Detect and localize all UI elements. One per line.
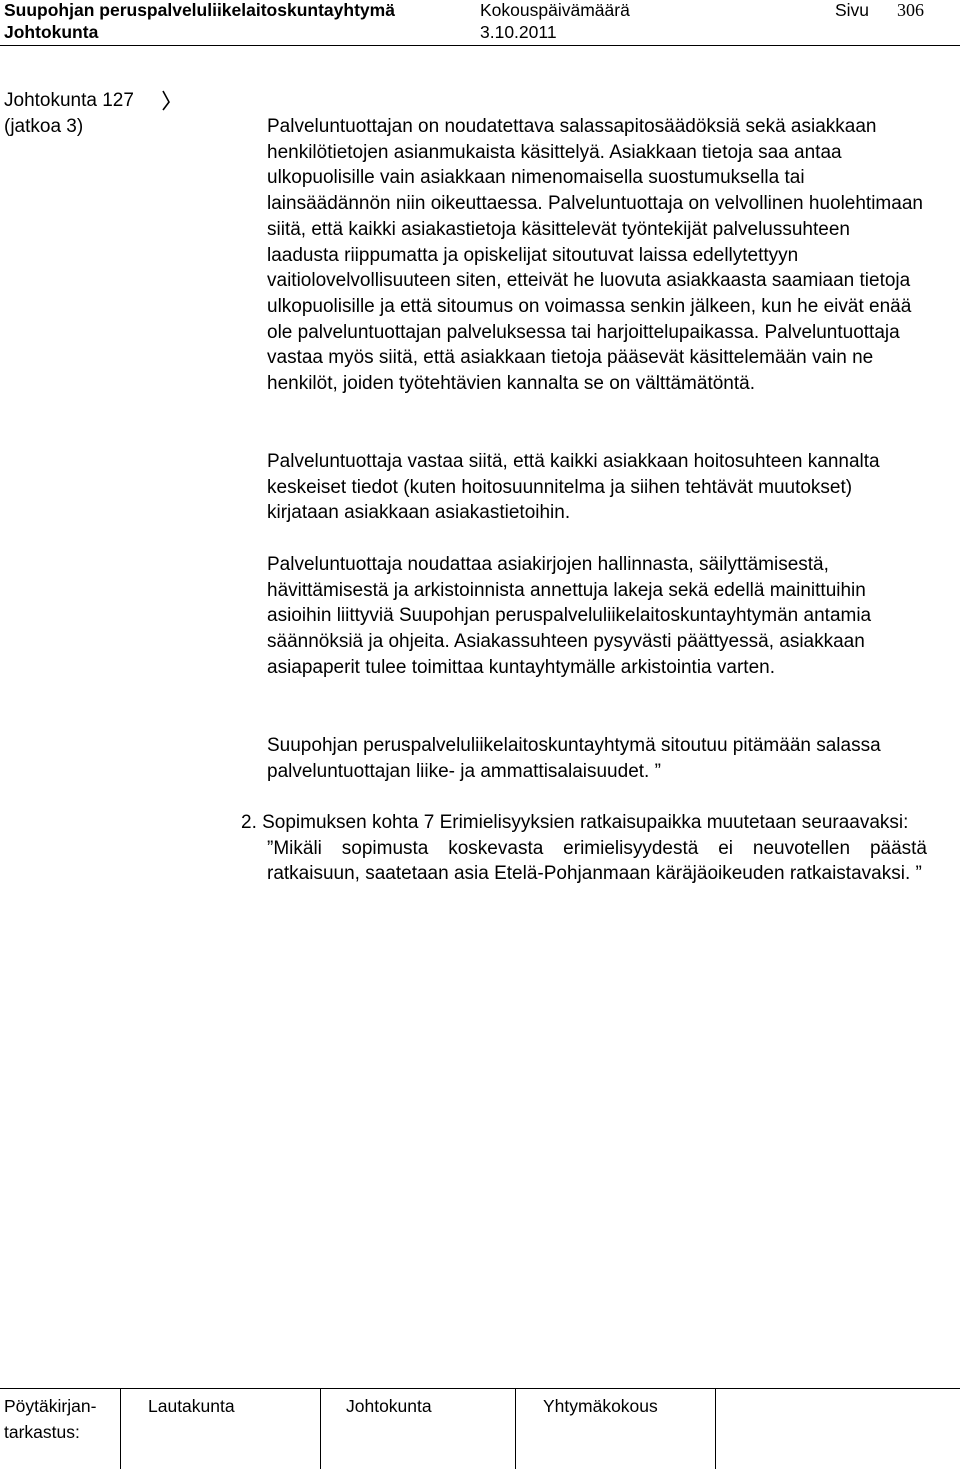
- header-date-label: Kokouspäivämäärä: [480, 0, 630, 20]
- footer-column-divider: [715, 1388, 716, 1469]
- header-organization: Suupohjan peruspalveluliikelaitoskuntayhtymä: [4, 0, 395, 20]
- footer-inspection-line1: Pöytäkirjan-: [4, 1396, 97, 1416]
- paragraph-confidentiality: [267, 114, 927, 397]
- paragraph-text: Palveluntuottajan on noudatettava salassapitosäädöksiä sekä asiakkaan henkilötietojen asianmukaista käsittelyä. Asiakkaan tietoja saa antaa ulkopuolisille vain asiakkaan nimenomaisella suostumuksella tai lainsäädännön niin oikeuttaessa. Palveluntuottaja on velvollinen huolehtimaan siitä, että kaikki asiakastietoja käsittelevät työntekijät palvelussuhteen laadusta riippumatta ja opiskelijat sitoutuvat laissa edellytettyyn vaitiolovelvollisuuteen siten, etteivät he luovuta asiakkaasta saamiaan tietoja ulkopuolisille ja että sitoumus on voimassa senkin jälkeen, kun he eivät enää ole palveluntuottajan palveluksessa tai harjoittelupaikassa. Palveluntuottaja vastaa myös siitä, että asiakkaan tietoja pääsevät käsittelemään vain ne henkilöt, joiden työtehtävien kannalta se on välttämätöntä.: [267, 116, 923, 395]
- paragraph-mark-icon: [160, 87, 174, 113]
- footer-column-divider: [120, 1388, 121, 1469]
- paragraph-text: Palveluntuottaja vastaa siitä, että kaikki asiakkaan hoitosuhteen kannalta keskeiset tiedot (kuten hoitosuunnitelma ja siihen tehtävät muutokset) kirjataan asiakkaan asiakastietoihin.: [267, 451, 880, 524]
- footer-inspection-label: [4, 1393, 96, 1445]
- footer-divider: [0, 1388, 960, 1389]
- paragraph-trade-secrets: [267, 733, 927, 784]
- paragraph-archiving: [267, 552, 927, 681]
- paragraph-records: [267, 449, 927, 526]
- paragraph-text: Palveluntuottaja noudattaa asiakirjojen hallinnasta, säilyttämisestä, hävittämisestä ja arkistoinnista annettuja lakeja sekä edellä mainittuihin asioihin liittyviä Suupohjan peruspalveluliikelaitoskuntayhtymän antamia säännöksiä ja ohjeita. Asiakassuhteen pysyvästi päättyessä, asiakkaan asiapaperit tulee toimittaa kuntayhtymälle arkistointia varten.: [267, 554, 872, 678]
- footer-column-divider: [320, 1388, 321, 1469]
- amendment-intro: 2. Sopimuksen kohta 7 Erimielisyyksien ratkaisupaikka muutetaan seuraavaksi:: [241, 812, 909, 833]
- section-continuation: (jatkoa 3): [4, 116, 84, 137]
- header-date: 3.10.2011: [480, 22, 557, 42]
- footer-directorate-label: Johtokunta: [346, 1396, 432, 1416]
- header-page-number: 306: [897, 0, 924, 20]
- footer-inspection-line2: tarkastus:: [4, 1422, 80, 1442]
- header-body-name: Johtokunta: [4, 22, 99, 42]
- footer-assembly-label: Yhtymäkokous: [543, 1396, 658, 1416]
- footer-board-label: Lautakunta: [148, 1396, 235, 1416]
- amendment-quote: ”Mikäli sopimusta koskevasta erimielisyydestä ei neuvotellen päästä ratkaisuun, saatetaan asia Etelä-Pohjanmaan käräjäoikeuden ratkaistavaksi. ”: [267, 837, 927, 885]
- amendment-item-2: [241, 810, 927, 887]
- paragraph-text: Suupohjan peruspalveluliikelaitoskuntayhtymä sitoutuu pitämään salassa palveluntuottajan liike- ja ammattisalaisuudet. ”: [267, 735, 881, 782]
- footer-column-divider: [515, 1388, 516, 1469]
- header-page-label: Sivu: [835, 0, 870, 20]
- section-title: Johtokunta 127: [4, 90, 134, 111]
- header-divider: [0, 45, 960, 46]
